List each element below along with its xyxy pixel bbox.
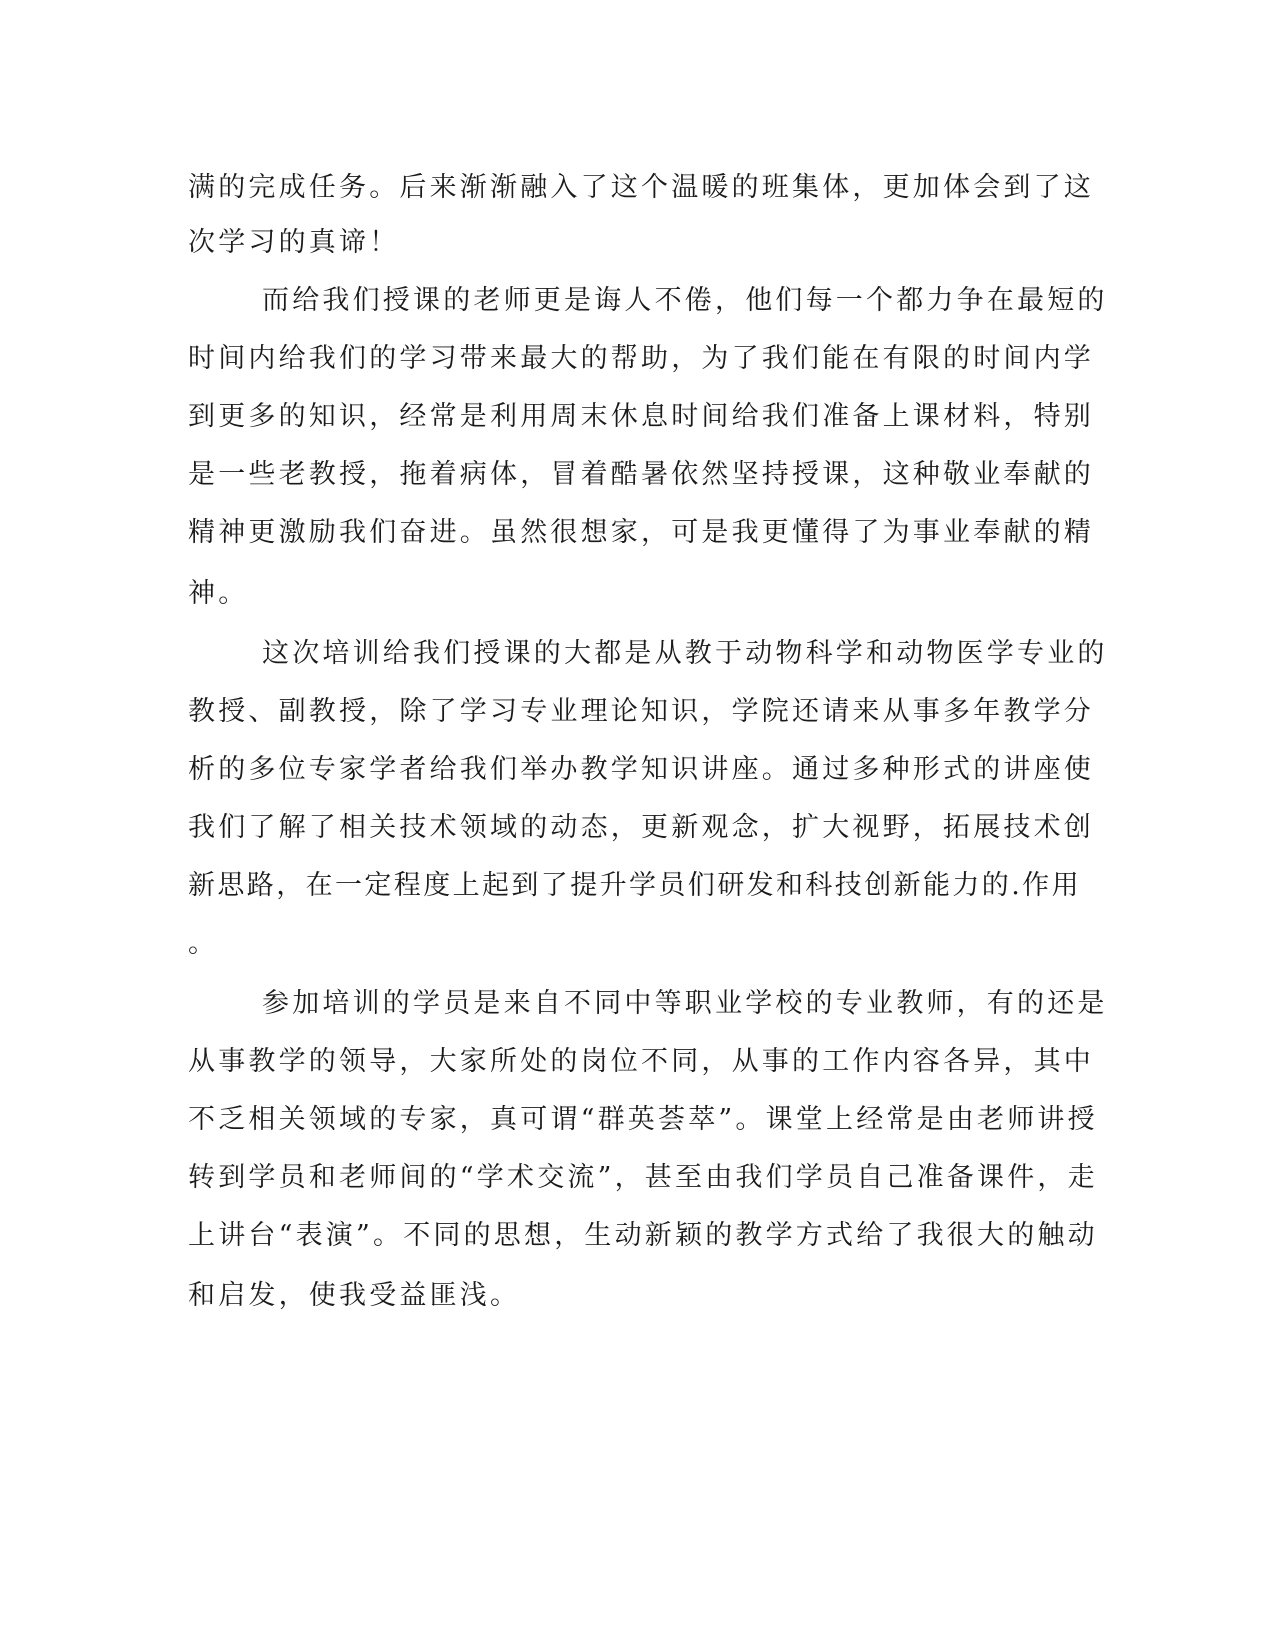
paragraph-line: 时间内给我们的学习带来最大的帮助，为了我们能在有限的时间内学	[188, 343, 1094, 374]
paragraph-line: 次学习的真谛！	[188, 227, 400, 258]
paragraph-line: 到更多的知识，经常是利用周末休息时间给我们准备上课材料，特别	[188, 401, 1094, 432]
paragraph-line: 而给我们授课的老师更是诲人不倦，他们每一个都力争在最短的	[262, 285, 1108, 316]
paragraph-line: 上讲台“表演”。不同的思想，生动新颖的教学方式给了我很大的触动	[188, 1220, 1098, 1251]
paragraph-line: 教授、副教授，除了学习专业理论知识，学院还请来从事多年教学分	[188, 696, 1094, 727]
paragraph-line: 和启发，使我受益匪浅。	[188, 1280, 521, 1311]
paragraph-line: 我们了解了相关技术领域的动态，更新观念，扩大视野，拓展技术创	[188, 812, 1094, 843]
paragraph-line: 。	[188, 928, 219, 959]
paragraph-line: 转到学员和老师间的“学术交流”，甚至由我们学员自己准备课件，走	[188, 1162, 1098, 1193]
paragraph-line: 不乏相关领域的专家，真可谓“群英荟萃”。课堂上经常是由老师讲授	[188, 1104, 1098, 1135]
paragraph-line: 从事教学的领导，大家所处的岗位不同，从事的工作内容各异，其中	[188, 1046, 1094, 1077]
paragraph-line: 满的完成任务。后来渐渐融入了这个温暖的班集体，更加体会到了这	[188, 172, 1094, 203]
paragraph-line: 析的多位专家学者给我们举办教学知识讲座。通过多种形式的讲座使	[188, 754, 1094, 785]
paragraph-line: 精神更激励我们奋进。虽然很想家，可是我更懂得了为事业奉献的精	[188, 517, 1094, 548]
paragraph-line: 这次培训给我们授课的大都是从教于动物科学和动物医学专业的	[262, 638, 1108, 669]
paragraph-line: 是一些老教授，拖着病体，冒着酷暑依然坚持授课，这种敬业奉献的	[188, 459, 1094, 490]
paragraph-line: 神。	[188, 578, 249, 609]
paragraph-line: 新思路，在一定程度上起到了提升学员们研发和科技创新能力的.作用	[188, 870, 1081, 901]
paragraph-line: 参加培训的学员是来自不同中等职业学校的专业教师，有的还是	[262, 988, 1108, 1019]
